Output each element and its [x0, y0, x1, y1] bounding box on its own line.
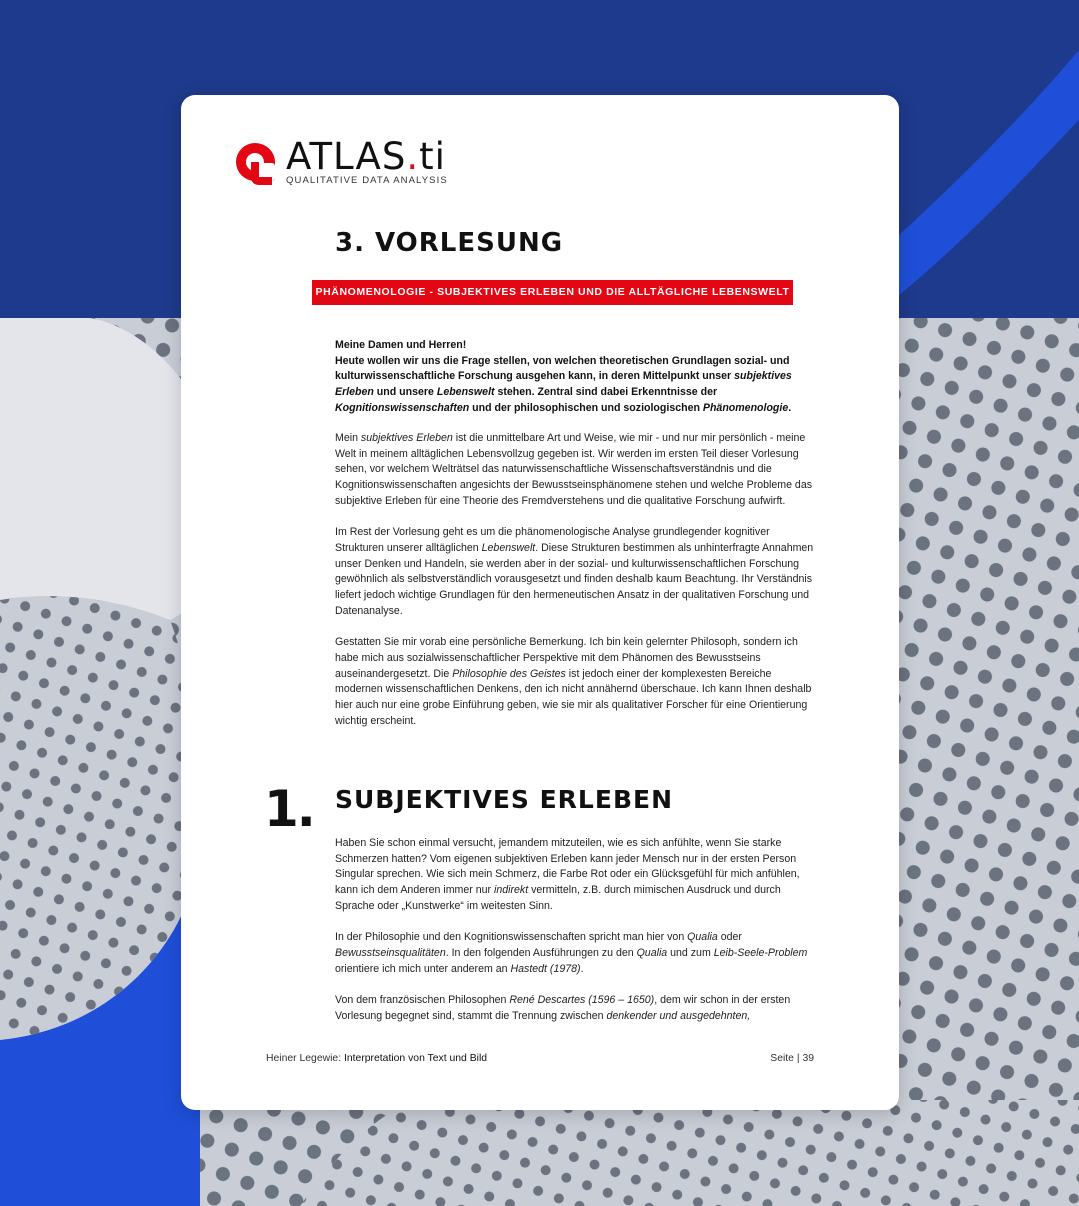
intro-block	[335, 338, 815, 417]
text-run: und der philosophischen und soziologischen	[469, 401, 703, 414]
paragraph	[335, 635, 815, 729]
document-page	[181, 95, 899, 1110]
paragraph	[335, 431, 815, 510]
emphasis-text: Qualia	[687, 931, 718, 944]
logo-wordmark	[286, 135, 446, 178]
emphasis-text: subjektives Erleben	[360, 432, 453, 444]
emphasis-text: Lebenswelt	[481, 541, 536, 554]
emphasis-text: Leib-Seele-Problem	[713, 946, 808, 959]
emphasis-text: Bewusstseinsqualitäten	[335, 946, 446, 959]
text-run: In der Philosophie und den Kognitionswissenschaften spricht man hier von	[335, 931, 688, 944]
emphasis-text: Hastedt (1978)	[510, 962, 581, 975]
atlas-ti-logo	[232, 137, 462, 187]
section-number: 1.	[264, 780, 314, 838]
emphasis-text: Phänomenologie	[702, 401, 789, 414]
emphasis-text: Philosophie des Geistes	[452, 667, 566, 680]
text-run: Gestatten Sie mir vorab eine persönliche Bemerkung. Ich bin kein gelernter Philosoph, sondern ich habe mich aus sozialwissenschaftlicher Perspektive mit dem Phänomen des Bewusstseins auseinandergesetzt. Die	[335, 636, 798, 680]
page-number-value: 39	[802, 1053, 814, 1064]
text-run: , dem wir schon in der ersten Vorlesung begegnet sind, stammt die Trennung zwischen	[335, 994, 791, 1022]
logo-word: ATLAS	[286, 135, 407, 178]
paragraph	[335, 930, 815, 977]
emphasis-text: Lebenswelt	[436, 386, 495, 399]
text-run: oder	[717, 931, 742, 944]
text-run: orientiere ich mich unter anderem an	[335, 962, 511, 975]
text-run: Mein	[335, 432, 361, 444]
emphasis-text: René Descartes (1596 – 1650)	[509, 994, 655, 1006]
lecture-heading: 3. VORLESUNG	[335, 228, 564, 258]
text-run: . In den folgenden Ausführungen zu den	[445, 946, 637, 959]
paragraph	[335, 338, 815, 354]
text-run: Meine Damen und Herren!	[335, 339, 467, 351]
logo-suffix: ti	[419, 135, 446, 178]
text-run: Im Rest der Vorlesung geht es um die phänomenologische Analyse grundlegender kognitiver Strukturen unserer alltäglichen	[335, 526, 770, 554]
footer-author: Heiner Legewie:	[266, 1053, 342, 1064]
page-label: Seite	[770, 1053, 794, 1064]
text-run: Von dem französischen Philosophen	[335, 994, 510, 1006]
text-run: ist jedoch einer der komplexesten Bereiche modernen wissenschaftlichen Denkens, den ich nicht annähernd überschaue. Ich kann Ihnen deshalb hier auch nur eine grobe Einführung geben, wie sie mir als qualitativer Forscher für eine Orientierung wichtig erscheint.	[335, 667, 812, 727]
text-run: .	[788, 401, 792, 414]
text-run: vermitteln, z.B. durch mimischen Ausdruck und durch Sprache oder „Kunstwerke“ im weitesten Sinn.	[335, 884, 781, 912]
text-run: ist die unmittelbare Art und Weise, wie mir - und nur mir persönlich - meine Welt in meinem alltäglichen Lebensvollzug gegeben ist. Wir werden im ersten Teil dieser Vorlesung sehen, vor welchem Welträtsel das naturwissenschaftliche Wissenschaftsverständnis und die Kognitionswissenschaften angesichts der Bewusstseinsphänomene stehen und welche Probleme das subjektive Erleben für eine Theorie des Fremdverstehens und die qualitative Forschung aufwirft.	[335, 432, 813, 507]
lecture-text	[335, 431, 815, 745]
page-number	[770, 1053, 814, 1064]
logo-tagline: QUALITATIVE DATA ANALYSIS	[286, 175, 448, 186]
paragraph	[335, 836, 815, 915]
text-run: und zum	[667, 946, 714, 959]
page-separator: |	[796, 1053, 800, 1064]
paragraph	[335, 525, 815, 619]
text-run: .	[580, 962, 584, 975]
section-text	[335, 836, 815, 1040]
footer-citation	[266, 1053, 487, 1064]
text-run: . Diese Strukturen bestimmen als unhinterfragte Annahmen unser Denken und Handeln, sie werden aber in der sozial- und kulturwissenschaftlichen Forschung gewöhnlich als selbstverständlich vorausgesetzt und finden deshalb kaum Beachtung. Ihr Verständnis liefert jedoch wichtige Grundlagen für den hermeneutischen Ansatz in der qualitativen Forschung und Datenanalyse.	[335, 541, 814, 617]
emphasis-text: subjektives Erleben	[335, 370, 792, 399]
text-run: Heute wollen wir uns die Frage stellen, von welchen theoretischen Grundlagen sozial- und kulturwissenschaftliche Forschung ausgehen kann, in deren Mittelpunkt unser	[335, 354, 790, 383]
topic-banner: PHÄNOMENOLOGIE - SUBJEKTIVES ERLEBEN UND DIE ALLTÄGLICHE LEBENSWELT	[312, 280, 793, 305]
text-run: Haben Sie schon einmal versucht, jemandem mitzuteilen, wie es sich anfühlte, wenn Sie starke Schmerzen hatten? Vom eigenen subjektiven Erleben kann jeder Mensch nur in der ersten Person Singular sprechen. Wie sich mein Schmerz, die Farbe Rot oder ein Glücksgefühl für mich anfühlen, kann ich dem Anderen immer nur	[335, 837, 800, 897]
text-run: stehen. Zentral sind dabei Erkenntnisse der	[494, 386, 718, 399]
atlas-at-icon	[232, 139, 278, 185]
text-run: und unsere	[373, 386, 437, 399]
footer-title: Interpretation von Text und Bild	[343, 1053, 488, 1064]
paragraph	[335, 354, 815, 417]
emphasis-text: denkender und ausgedehnten,	[606, 1009, 751, 1022]
paragraph	[335, 993, 815, 1024]
emphasis-text: indirekt	[493, 884, 529, 897]
logo-dot: .	[406, 135, 420, 178]
section-title: SUBJEKTIVES ERLEBEN	[335, 785, 673, 814]
emphasis-text: Qualia	[636, 946, 668, 959]
emphasis-text: Kognitionswissenschaften	[335, 401, 470, 414]
